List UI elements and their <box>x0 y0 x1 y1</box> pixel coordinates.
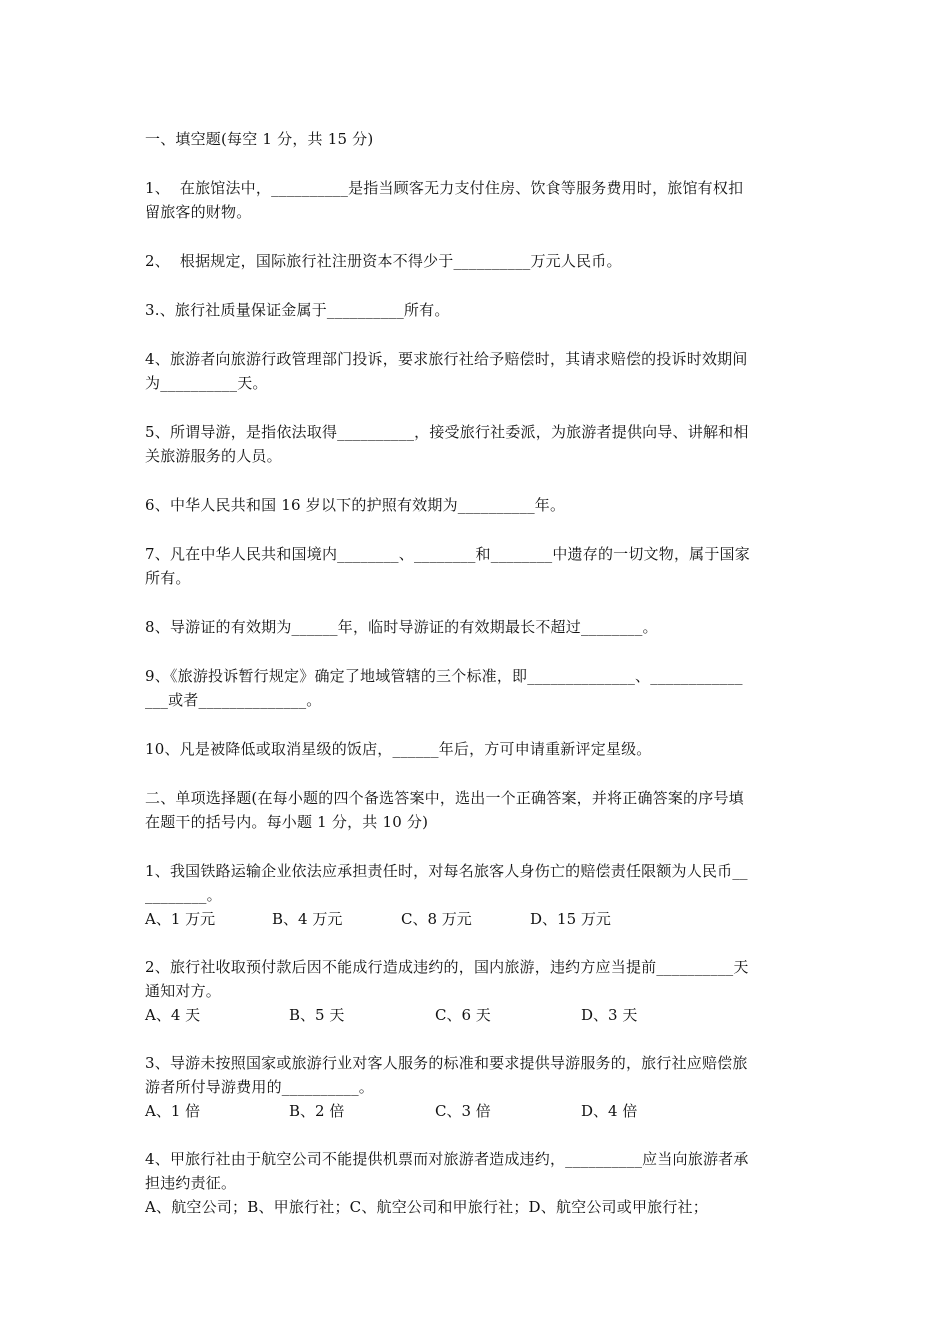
fill-blank-question-9 <box>145 664 810 712</box>
heading-line: 二、单项选择题(在每小题的四个备选答案中，选出一个正确答案，并将正确答案的序号填 <box>145 789 744 807</box>
question-line: 2、 根据规定，国际旅行社注册资本不得少于__________万元人民币。 <box>145 252 622 270</box>
question-line: 9、《旅游投诉暂行规定》确定了地域管辖的三个标准，即______________、____________ <box>145 667 743 685</box>
answer-options: A、航空公司；B、甲旅行社；C、航空公司和甲旅行社；D、航空公司或甲旅行社； <box>145 1198 708 1216</box>
fill-blank-question-1 <box>145 176 810 224</box>
fill-blank-question-6 <box>145 493 810 517</box>
option-c: C、8 万元 <box>401 910 472 928</box>
answer-options <box>145 1099 810 1123</box>
question-line: 1、 在旅馆法中，__________是指当顾客无力支付住房、饮食等服务费用时，旅馆有权扣 <box>145 179 744 197</box>
question-line: 4、旅游者向旅游行政管理部门投诉，要求旅行社给予赔偿时，其请求赔偿的投诉时效期间 <box>145 350 748 368</box>
option-a: A、1 万元 <box>145 910 216 928</box>
question-line: 7、凡在中华人民共和国境内________、________和________中遗存的一切文物，属于国家 <box>145 545 750 563</box>
option-b: B、4 万元 <box>272 910 343 928</box>
fill-blank-question-10 <box>145 737 810 761</box>
section-1-heading <box>145 127 810 151</box>
fill-blank-question-2 <box>145 249 810 273</box>
option-c: C、6 天 <box>435 1006 491 1024</box>
option-a: A、1 倍 <box>145 1102 201 1120</box>
fill-blank-question-5 <box>145 420 810 468</box>
fill-blank-question-4 <box>145 347 810 395</box>
question-line: 10、凡是被降低或取消星级的饭店，______年后，方可申请重新评定星级。 <box>145 740 652 758</box>
heading-line: 一、填空题(每空 1 分，共 15 分) <box>145 130 374 148</box>
choice-question-1 <box>145 859 810 931</box>
question-line: 3.、旅行社质量保证金属于__________所有。 <box>145 301 450 319</box>
answer-options <box>145 1003 810 1027</box>
question-line: 担违约责征。 <box>145 1174 237 1192</box>
option-d: D、3 天 <box>581 1006 638 1024</box>
question-line: 游者所付导游费用的__________。 <box>145 1078 375 1096</box>
question-line: 8、导游证的有效期为______年，临时导游证的有效期最长不超过________。 <box>145 618 658 636</box>
question-line: 5、所谓导游，是指依法取得__________，接受旅行社委派，为旅游者提供向导、讲解和相 <box>145 423 749 441</box>
fill-blank-question-7 <box>145 542 810 590</box>
option-b: B、5 天 <box>289 1006 345 1024</box>
question-line: 6、中华人民共和国 16 岁以下的护照有效期为__________年。 <box>145 496 566 514</box>
question-line: 所有。 <box>145 569 191 587</box>
choice-question-3 <box>145 1051 810 1123</box>
question-line: ___或者______________。 <box>145 691 322 709</box>
option-d: D、15 万元 <box>530 910 611 928</box>
question-line: 通知对方。 <box>145 982 222 1000</box>
option-b: B、2 倍 <box>289 1102 345 1120</box>
question-line: 1、我国铁路运输企业依法应承担责任时，对每名旅客人身伤亡的赔偿责任限额为人民币__ <box>145 862 748 880</box>
fill-blank-question-8 <box>145 615 810 639</box>
choice-question-4 <box>145 1147 810 1219</box>
document-page <box>145 127 810 1243</box>
question-line: 关旅游服务的人员。 <box>145 447 282 465</box>
question-line: 4、甲旅行社由于航空公司不能提供机票而对旅游者造成违约，__________应当向旅游者承 <box>145 1150 749 1168</box>
question-line: 2、旅行社收取预付款后因不能成行造成违约的，国内旅游，违约方应当提前__________天 <box>145 958 749 976</box>
heading-line: 在题干的括号内。每小题 1 分，共 10 分) <box>145 813 429 831</box>
question-line: ________。 <box>145 886 222 904</box>
choice-question-2 <box>145 955 810 1027</box>
question-line: 3、导游未按照国家或旅游行业对客人服务的标准和要求提供导游服务的，旅行社应赔偿旅 <box>145 1054 748 1072</box>
option-c: C、3 倍 <box>435 1102 491 1120</box>
fill-blank-question-3 <box>145 298 810 322</box>
question-line: 为__________天。 <box>145 374 268 392</box>
section-2-heading <box>145 786 810 834</box>
option-d: D、4 倍 <box>581 1102 638 1120</box>
option-a: A、4 天 <box>145 1006 201 1024</box>
answer-options <box>145 907 810 931</box>
question-line: 留旅客的财物。 <box>145 203 252 221</box>
